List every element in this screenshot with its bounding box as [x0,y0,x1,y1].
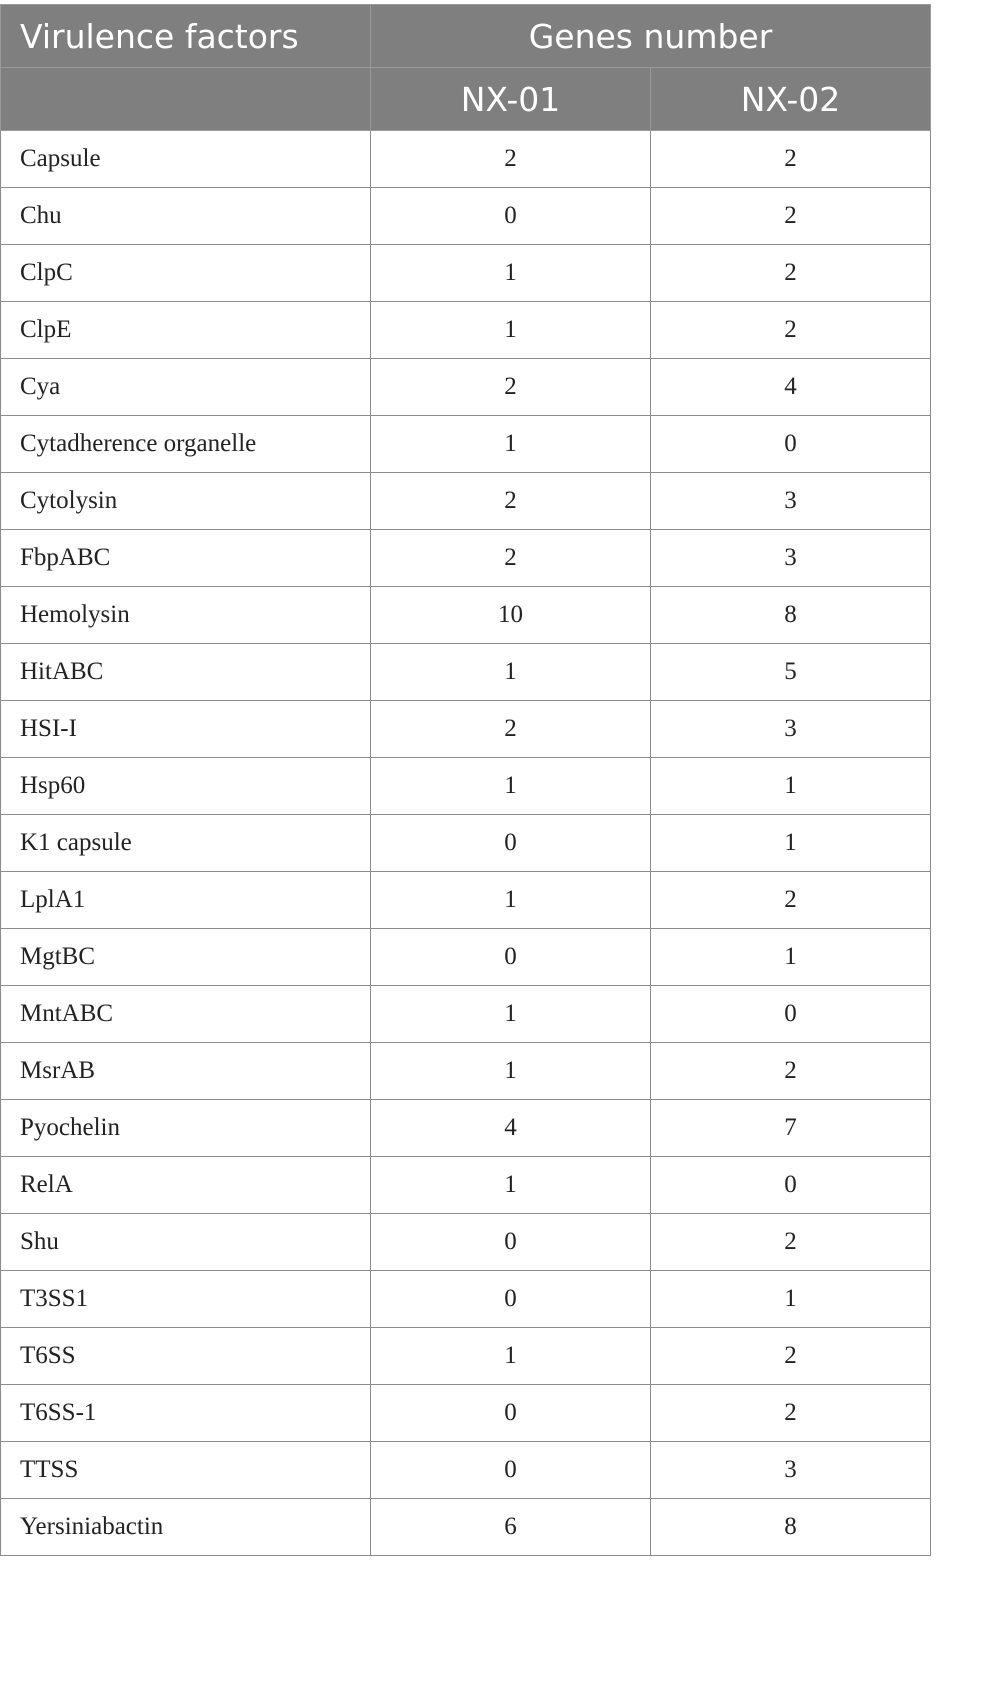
cell-nx-02-count: 2 [651,1385,931,1442]
table-row [1,188,931,245]
cell-nx-02-count: 4 [651,359,931,416]
cell-nx-02-count: 3 [651,1442,931,1499]
cell-virulence-factor: T3SS1 [1,1271,371,1328]
header-row-2 [1,68,931,131]
virulence-factors-table [0,4,931,1556]
cell-virulence-factor: HSI-I [1,701,371,758]
cell-nx-02-count: 7 [651,1100,931,1157]
cell-virulence-factor: T6SS [1,1328,371,1385]
table-row [1,1385,931,1442]
cell-nx-02-count: 2 [651,188,931,245]
table-row [1,473,931,530]
table-row [1,929,931,986]
table-row [1,1043,931,1100]
table-row [1,1271,931,1328]
cell-nx-01-count: 0 [371,1385,651,1442]
cell-nx-01-count: 4 [371,1100,651,1157]
cell-nx-02-count: 1 [651,1271,931,1328]
cell-nx-01-count: 1 [371,302,651,359]
cell-nx-02-count: 2 [651,245,931,302]
cell-nx-01-count: 1 [371,245,651,302]
table-row [1,1442,931,1499]
cell-nx-01-count: 0 [371,1214,651,1271]
cell-nx-02-count: 2 [651,1328,931,1385]
table-row [1,815,931,872]
cell-virulence-factor: Cytadherence organelle [1,416,371,473]
table-row [1,1328,931,1385]
cell-nx-02-count: 1 [651,815,931,872]
cell-virulence-factor: Capsule [1,131,371,188]
cell-virulence-factor: Yersiniabactin [1,1499,371,1556]
cell-nx-02-count: 0 [651,416,931,473]
cell-nx-01-count: 2 [371,131,651,188]
table-row [1,530,931,587]
cell-nx-01-count: 2 [371,530,651,587]
cell-nx-02-count: 0 [651,986,931,1043]
table-row [1,359,931,416]
cell-nx-01-count: 0 [371,815,651,872]
cell-nx-02-count: 8 [651,1499,931,1556]
cell-nx-02-count: 5 [651,644,931,701]
cell-virulence-factor: ClpE [1,302,371,359]
cell-nx-01-count: 1 [371,644,651,701]
cell-nx-02-count: 8 [651,587,931,644]
cell-virulence-factor: MsrAB [1,1043,371,1100]
cell-nx-02-count: 3 [651,473,931,530]
cell-nx-01-count: 0 [371,929,651,986]
cell-nx-02-count: 1 [651,929,931,986]
cell-nx-02-count: 0 [651,1157,931,1214]
table-row [1,644,931,701]
cell-nx-01-count: 1 [371,1328,651,1385]
cell-nx-01-count: 2 [371,359,651,416]
cell-nx-02-count: 2 [651,131,931,188]
table-row [1,587,931,644]
cell-virulence-factor: T6SS-1 [1,1385,371,1442]
table-body [1,131,931,1556]
cell-nx-02-count: 1 [651,758,931,815]
table-row [1,986,931,1043]
cell-nx-01-count: 1 [371,758,651,815]
cell-nx-02-count: 2 [651,872,931,929]
cell-virulence-factor: K1 capsule [1,815,371,872]
cell-nx-01-count: 1 [371,416,651,473]
cell-nx-01-count: 1 [371,1043,651,1100]
cell-nx-01-count: 1 [371,1157,651,1214]
table-row [1,1157,931,1214]
cell-virulence-factor: Pyochelin [1,1100,371,1157]
table-row [1,245,931,302]
cell-virulence-factor: Cytolysin [1,473,371,530]
table-row [1,131,931,188]
table-row [1,416,931,473]
cell-virulence-factor: Cya [1,359,371,416]
table-row [1,701,931,758]
table-row [1,872,931,929]
cell-nx-01-count: 0 [371,1442,651,1499]
table-row [1,302,931,359]
cell-virulence-factor: MgtBC [1,929,371,986]
cell-virulence-factor: Hsp60 [1,758,371,815]
cell-virulence-factor: Chu [1,188,371,245]
header-virulence-factors: Virulence factors [1,5,371,68]
table-row [1,1100,931,1157]
cell-nx-01-count: 6 [371,1499,651,1556]
header-empty-cell [1,68,371,131]
cell-nx-01-count: 2 [371,473,651,530]
cell-virulence-factor: FbpABC [1,530,371,587]
cell-nx-01-count: 10 [371,587,651,644]
cell-nx-02-count: 2 [651,302,931,359]
cell-nx-01-count: 1 [371,872,651,929]
cell-nx-02-count: 2 [651,1214,931,1271]
cell-nx-02-count: 2 [651,1043,931,1100]
cell-virulence-factor: MntABC [1,986,371,1043]
cell-nx-02-count: 3 [651,530,931,587]
cell-virulence-factor: TTSS [1,1442,371,1499]
header-genes-number: Genes number [371,5,931,68]
cell-virulence-factor: HitABC [1,644,371,701]
cell-virulence-factor: Hemolysin [1,587,371,644]
table-row [1,1499,931,1556]
cell-nx-01-count: 0 [371,188,651,245]
virulence-factors-table-container [0,4,930,1556]
cell-virulence-factor: Shu [1,1214,371,1271]
cell-nx-01-count: 1 [371,986,651,1043]
header-nx-01: NX-01 [371,68,651,131]
table-row [1,758,931,815]
table-header [1,5,931,131]
header-nx-02: NX-02 [651,68,931,131]
header-row-1 [1,5,931,68]
cell-virulence-factor: RelA [1,1157,371,1214]
cell-virulence-factor: ClpC [1,245,371,302]
table-row [1,1214,931,1271]
cell-virulence-factor: LplA1 [1,872,371,929]
cell-nx-01-count: 0 [371,1271,651,1328]
cell-nx-01-count: 2 [371,701,651,758]
cell-nx-02-count: 3 [651,701,931,758]
